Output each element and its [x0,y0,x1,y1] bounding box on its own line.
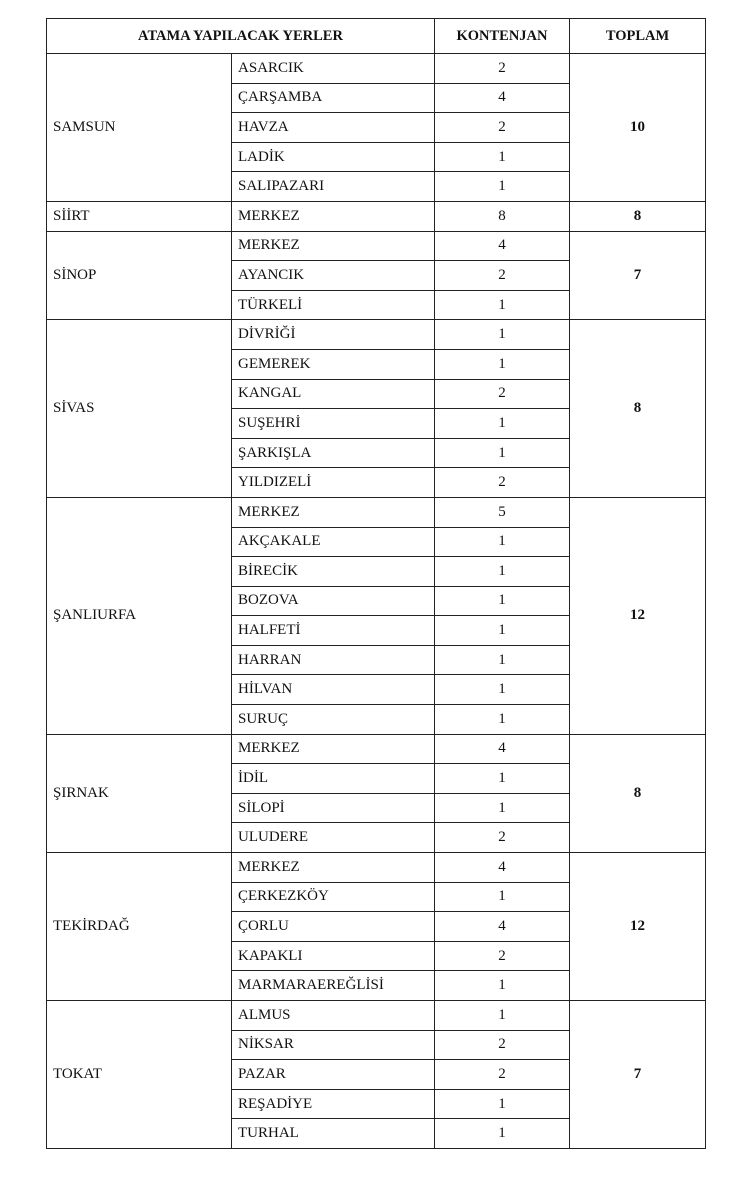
district-name: BOZOVA [232,586,435,616]
table-row [47,1001,706,1031]
district-quota: 1 [435,1089,570,1119]
province-name: ŞANLIURFA [47,497,232,734]
province-total: 12 [570,853,706,1001]
district-quota: 2 [435,941,570,971]
district-name: MERKEZ [232,201,435,231]
district-quota: 2 [435,379,570,409]
province-name: TEKİRDAĞ [47,853,232,1001]
district-name: SURUÇ [232,705,435,735]
district-name: ŞARKIŞLA [232,438,435,468]
district-name: İDİL [232,764,435,794]
header-places: ATAMA YAPILACAK YERLER [47,19,435,54]
table-row [47,231,706,261]
province-name: ŞIRNAK [47,734,232,852]
district-name: TURHAL [232,1119,435,1149]
header-quota: KONTENJAN [435,19,570,54]
province-total: 7 [570,1001,706,1149]
district-name: ASARCIK [232,54,435,84]
district-quota: 4 [435,853,570,883]
district-name: LADİK [232,142,435,172]
district-name: KAPAKLI [232,941,435,971]
province-name: SİVAS [47,320,232,498]
table-row [47,54,706,84]
district-quota: 2 [435,261,570,291]
district-name: GEMEREK [232,349,435,379]
table-header [47,19,706,54]
province-total: 8 [570,201,706,231]
district-quota: 2 [435,1030,570,1060]
district-quota: 2 [435,823,570,853]
district-name: HALFETİ [232,616,435,646]
district-quota: 1 [435,764,570,794]
province-total: 7 [570,231,706,320]
district-quota: 4 [435,912,570,942]
district-quota: 4 [435,83,570,113]
district-quota: 1 [435,409,570,439]
table-row [47,320,706,350]
district-quota: 1 [435,1119,570,1149]
table-body [47,54,706,1149]
district-quota: 1 [435,290,570,320]
district-quota: 1 [435,675,570,705]
district-name: YILDIZELİ [232,468,435,498]
district-quota: 1 [435,1001,570,1031]
district-name: ÇARŞAMBA [232,83,435,113]
district-quota: 1 [435,645,570,675]
district-name: MERKEZ [232,853,435,883]
province-total: 8 [570,320,706,498]
table-row [47,497,706,527]
quota-table [46,18,706,1149]
district-name: SUŞEHRİ [232,409,435,439]
district-quota: 8 [435,201,570,231]
province-name: SİNOP [47,231,232,320]
district-quota: 1 [435,320,570,350]
district-name: TÜRKELİ [232,290,435,320]
district-name: AYANCIK [232,261,435,291]
district-quota: 1 [435,705,570,735]
district-name: DİVRİĞİ [232,320,435,350]
district-name: KANGAL [232,379,435,409]
district-quota: 1 [435,527,570,557]
district-name: MERKEZ [232,497,435,527]
table-row [47,853,706,883]
district-quota: 1 [435,438,570,468]
district-quota: 1 [435,586,570,616]
district-name: ULUDERE [232,823,435,853]
header-row [47,19,706,54]
district-quota: 1 [435,142,570,172]
district-quota: 4 [435,231,570,261]
district-name: NİKSAR [232,1030,435,1060]
district-name: REŞADİYE [232,1089,435,1119]
province-name: SİİRT [47,201,232,231]
table-row [47,201,706,231]
district-name: MERKEZ [232,734,435,764]
district-name: ALMUS [232,1001,435,1031]
district-quota: 2 [435,1060,570,1090]
district-name: SİLOPİ [232,793,435,823]
district-name: AKÇAKALE [232,527,435,557]
district-quota: 5 [435,497,570,527]
district-quota: 2 [435,113,570,143]
district-quota: 2 [435,468,570,498]
district-name: HİLVAN [232,675,435,705]
district-name: ÇERKEZKÖY [232,882,435,912]
province-total: 8 [570,734,706,852]
district-quota: 1 [435,349,570,379]
district-quota: 2 [435,54,570,84]
district-quota: 1 [435,616,570,646]
province-total: 10 [570,54,706,202]
district-name: HARRAN [232,645,435,675]
table-row [47,734,706,764]
district-quota: 1 [435,971,570,1001]
province-name: TOKAT [47,1001,232,1149]
district-name: SALIPAZARI [232,172,435,202]
district-name: PAZAR [232,1060,435,1090]
district-quota: 1 [435,172,570,202]
header-total: TOPLAM [570,19,706,54]
district-quota: 1 [435,882,570,912]
district-quota: 4 [435,734,570,764]
district-name: MARMARAEREĞLİSİ [232,971,435,1001]
province-name: SAMSUN [47,54,232,202]
province-total: 12 [570,497,706,734]
district-quota: 1 [435,557,570,587]
district-name: ÇORLU [232,912,435,942]
district-name: MERKEZ [232,231,435,261]
district-quota: 1 [435,793,570,823]
district-name: BİRECİK [232,557,435,587]
district-name: HAVZA [232,113,435,143]
